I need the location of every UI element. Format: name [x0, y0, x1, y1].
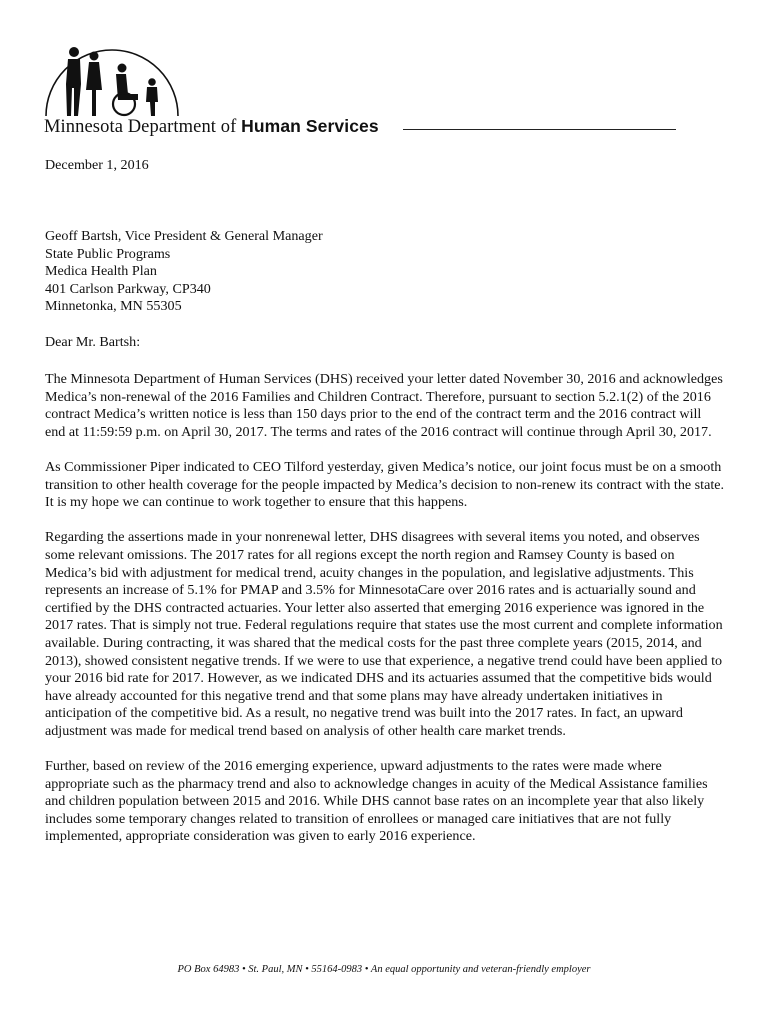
body-paragraph: As Commissioner Piper indicated to CEO Tilford yesterday, given Medica’s notice, our joint focus must be on a smooth transition to other health coverage for the people impacted by Medica’s decision to non-renew its contract with the state. It is my hope we can continue to work together to ensure that this happens. [45, 458, 725, 511]
recipient-line: State Public Programs [45, 245, 171, 262]
recipient-line: Minnetonka, MN 55305 [45, 298, 182, 315]
recipient-address [45, 228, 323, 316]
footer-address: PO Box 64983 • St. Paul, MN • 55164-0983 • An equal opportunity and veteran-friendly employer [177, 964, 591, 975]
body-paragraph: Further, based on review of the 2016 emerging experience, upward adjustments to the rates were made where appropriate such as the pharmacy trend and also to acknowledge changes in acuity of the Medical Assistance families and children population between 2015 and 2016. While DHS cannot base rates on an incomplete year that also likely includes some temporary changes related to transition of enrollees or managed care initiatives that are not fully implemented, appropriate consideration was given to early 2016 experience. [45, 758, 708, 845]
salutation: Dear Mr. Bartsh: [45, 334, 141, 350]
dhs-family-logo-icon [44, 38, 180, 118]
letter-body [45, 371, 725, 864]
recipient-line: Medica Health Plan [45, 263, 157, 280]
letterhead [40, 38, 680, 138]
department-name [44, 116, 379, 138]
letter-date: December 1, 2016 [45, 157, 149, 173]
body-paragraph: The Minnesota Department of Human Services (DHS) received your letter dated November 30, 2016 and acknowledges Medica’s non-renewal of the 2016 Families and Children Contract. Therefore, pursuant to section 5.2.1(2) of the 2016 contract Medica’s written notice is less than 150 days prior to the end of the contract term and the 2016 contract will end at 11:59:59 p.m. on April 30, 2017. The terms and rates of the 2016 contract will continue through April 30, 2017. [45, 371, 723, 440]
recipient-line: 401 Carlson Parkway, CP340 [45, 280, 211, 297]
body-paragraph: Regarding the assertions made in your nonrenewal letter, DHS disagrees with several items you noted, and observes some relevant omissions. The 2017 rates for all regions except the north region and Ramsey County is based on Medica’s bid with adjustment for medical trend, acuity changes in the population, and legislative adjustments. This represents an increase of 5.1% for PMAP and 3.5% for MinnesotaCare over 2016 rates and is actuarially sound and certified by the DHS contracted actuaries. Your letter also asserted that emerging 2016 experience was ignored in the 2017 rates. That is simply not true. Federal regulations require that states use the most current and complete information available. During contracting, it was shared that the medical costs for the past three complete years (2015, 2014, and 2013), showed consistent negative trends. If we were to use that experience, a negative trend could have been applied to your 2016 bid rate for 2017. However, as we indicated DHS and its actuaries assumed that the competitive bids would have already accounted for this negative trend and that some plans may have already undertaken initiatives in anticipation of the competitive bid. As a result, no negative trend was built into the 2017 rates. In fact, an upward adjustment was made for medical trend based on analysis of other health care market trends. [45, 529, 723, 739]
department-name-regular: Minnesota Department of [44, 117, 242, 137]
recipient-line: Geoff Bartsh, Vice President & General Manager [45, 228, 323, 244]
department-name-bold: Human Services [241, 116, 379, 136]
letterhead-rule [403, 129, 676, 130]
